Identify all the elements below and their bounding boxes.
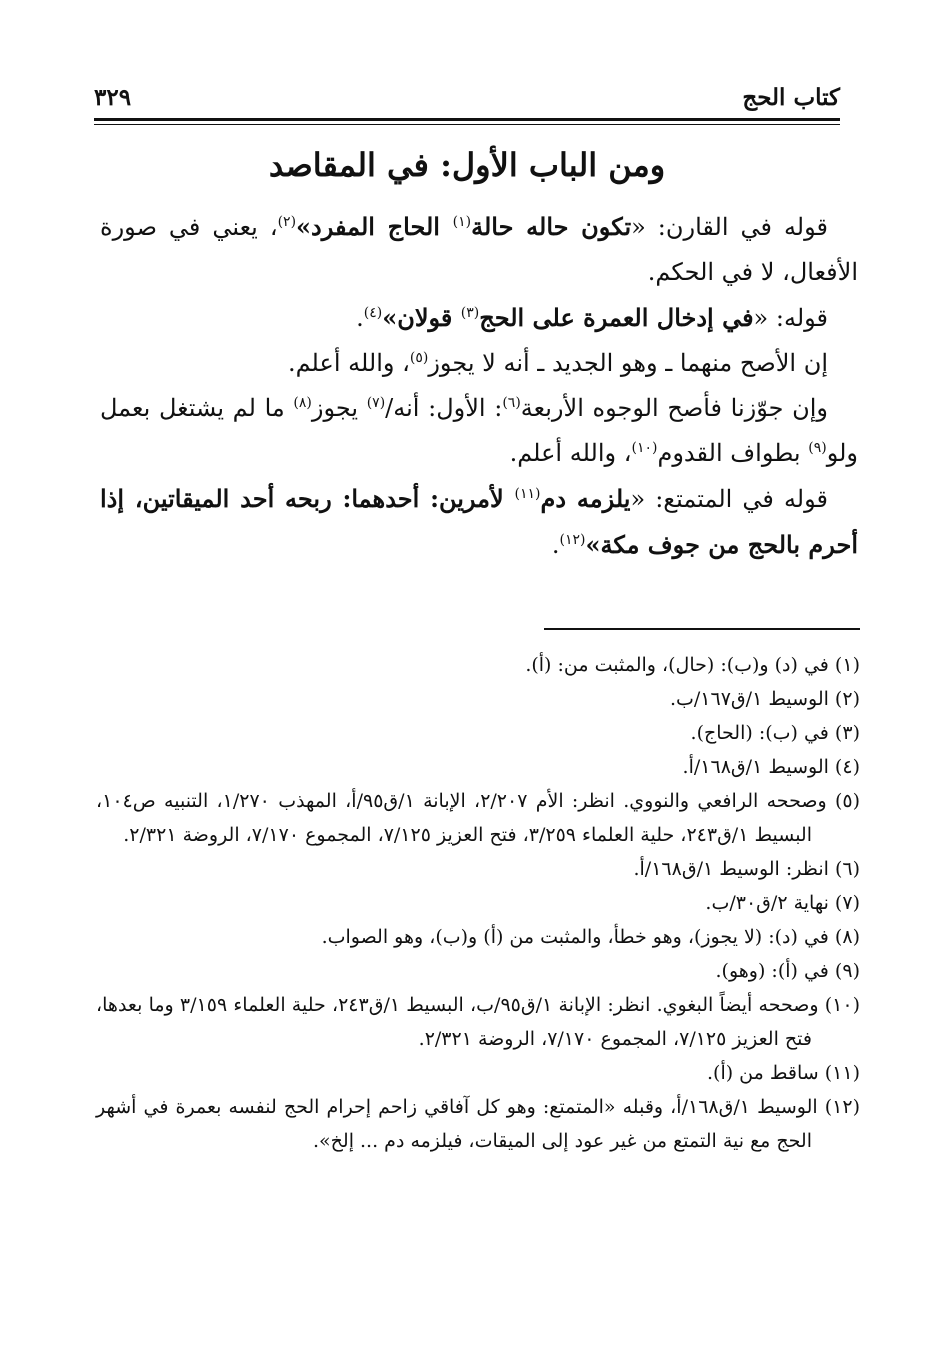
chapter-heading: ومن الباب الأول: في المقاصد — [268, 146, 666, 184]
p3-rest: ، والله أعلم. — [287, 349, 410, 377]
p1-rest: ، يعني في صورة الأفعال، لا في الحكم. — [100, 213, 858, 286]
footnote-1: (١) في (د) و(ب): (حال)، والمثبت من: (أ). — [525, 654, 860, 676]
paragraph-2 — [100, 295, 858, 341]
footnote-marker-9: (٩) — [808, 440, 827, 456]
footnote-2: (٢) الوسيط ١/ق١٦٧/ب. — [669, 688, 860, 710]
footnotes — [96, 648, 860, 1158]
running-title: كتاب الحج — [742, 84, 840, 111]
footnote-6: (٦) انظر: الوسيط ١/ق١٦٨/أ. — [633, 858, 860, 880]
footnote-9: (٩) في (أ): (وهو). — [715, 960, 860, 982]
footnote-marker-6: (٦) — [502, 395, 521, 411]
p4-c: يجوز — [311, 394, 367, 422]
header-rule-thick — [94, 118, 840, 121]
footnote-11: (١١) ساقط من (أ). — [707, 1062, 860, 1084]
footnote-4: (٤) الوسيط ١/ق١٦٨/أ. — [682, 756, 860, 778]
footnote-12: (١٢) الوسيط ١/ق١٦٨/أ، وقبله «المتمتع: وهو كل آفاقي زاحم إحرام الحج لنفسه بعمرة في أشهر الحج مع نية التمتع من غير عود إلى الميقات، فيلزمه دم ... إلخ». — [96, 1096, 860, 1152]
p5-intro: قوله في المتمتع: « — [630, 485, 828, 513]
p4-d: ما لم يشتغل بعمل ولو — [100, 394, 858, 467]
page-number: ٣٢٩ — [94, 84, 132, 111]
p2-quote-2: قولان» — [382, 303, 461, 332]
footnote-separator — [544, 628, 860, 630]
paragraph-5 — [100, 476, 858, 568]
footnote-8: (٨) في (د): (لا يجوز)، وهو خطأ، والمثبت من (أ) و(ب)، وهو الصواب. — [321, 926, 860, 948]
p5-rest: . — [551, 531, 560, 559]
p2-intro: قوله: « — [753, 304, 828, 332]
p1-quote-2: الحاج المفرد» — [296, 212, 453, 241]
paragraph-3 — [100, 341, 858, 386]
footnote-marker-4: (٤) — [363, 305, 383, 321]
footnote-marker-5: (٥) — [409, 350, 429, 366]
p5-quote-2: لأمرين: أحدهما: ربحه أحد الميقاتين، إذا أحرم بالحج من جوف مكة» — [100, 484, 858, 559]
p4-b: : الأول: أنه/ — [385, 394, 503, 422]
footnote-marker-8: (٨) — [293, 395, 312, 411]
main-text — [100, 204, 858, 568]
footnote-marker-10: (١٠) — [631, 440, 658, 456]
footnote-7: (٧) نهاية ٢/ق٣٠/ب. — [705, 892, 860, 914]
running-header — [94, 82, 840, 118]
footnote-3: (٣) في (ب): (الحاج). — [690, 722, 860, 744]
p3-text: إن الأصح منهما ـ وهو الجديد ـ أنه لا يجوز — [428, 349, 828, 377]
footnote-marker-7: (٧) — [366, 395, 386, 411]
footnote-marker-12: (١٢) — [559, 532, 586, 548]
header-rule-thin — [94, 124, 840, 125]
footnote-marker-3: (٣) — [460, 305, 480, 321]
footnote-marker-1: (١) — [452, 214, 472, 230]
p2-rest: . — [356, 304, 364, 332]
p1-intro: قوله في القارن: « — [631, 213, 828, 241]
footnote-marker-11: (١١) — [514, 486, 541, 502]
p5-quote: يلزمه دم — [540, 484, 631, 513]
footnote-marker-2: (٢) — [277, 214, 297, 230]
footnote-5: (٥) وصححه الرافعي والنووي. انظر: الأم ٢/٢٠٧، الإبانة ١/ق٩٥/أ، المهذب ١/٢٧٠، التنبيه ص١٠٤، البسيط ١/ق٢٤٣، حلية العلماء ٣/٢٥٩، فتح العزيز ٧/١٢٥، المجموع ٧/١٧٠، الروضة ٢/٣٢١. — [96, 790, 861, 846]
p4-f: ، والله أعلم. — [509, 439, 632, 467]
paragraph-4 — [100, 386, 858, 476]
p4-e: بطواف القدوم — [657, 439, 809, 467]
p2-quote: في إدخال العمرة على الحج — [479, 303, 754, 332]
paragraph-1 — [100, 204, 858, 295]
footnote-10: (١٠) وصححه أيضاً البغوي. انظر: الإبانة ١/ق٩٥/ب، البسيط ١/ق٢٤٣، حلية العلماء ٣/١٥٩ وما بعدها، فتح العزيز ٧/١٢٥، المجموع ٧/١٧٠، الروضة ٢/٣٢١. — [96, 994, 860, 1050]
p4-a: وإن جوّزنا فأصح الوجوه الأربعة — [520, 394, 828, 422]
p1-quote: تكون حاله حالة — [471, 212, 632, 241]
